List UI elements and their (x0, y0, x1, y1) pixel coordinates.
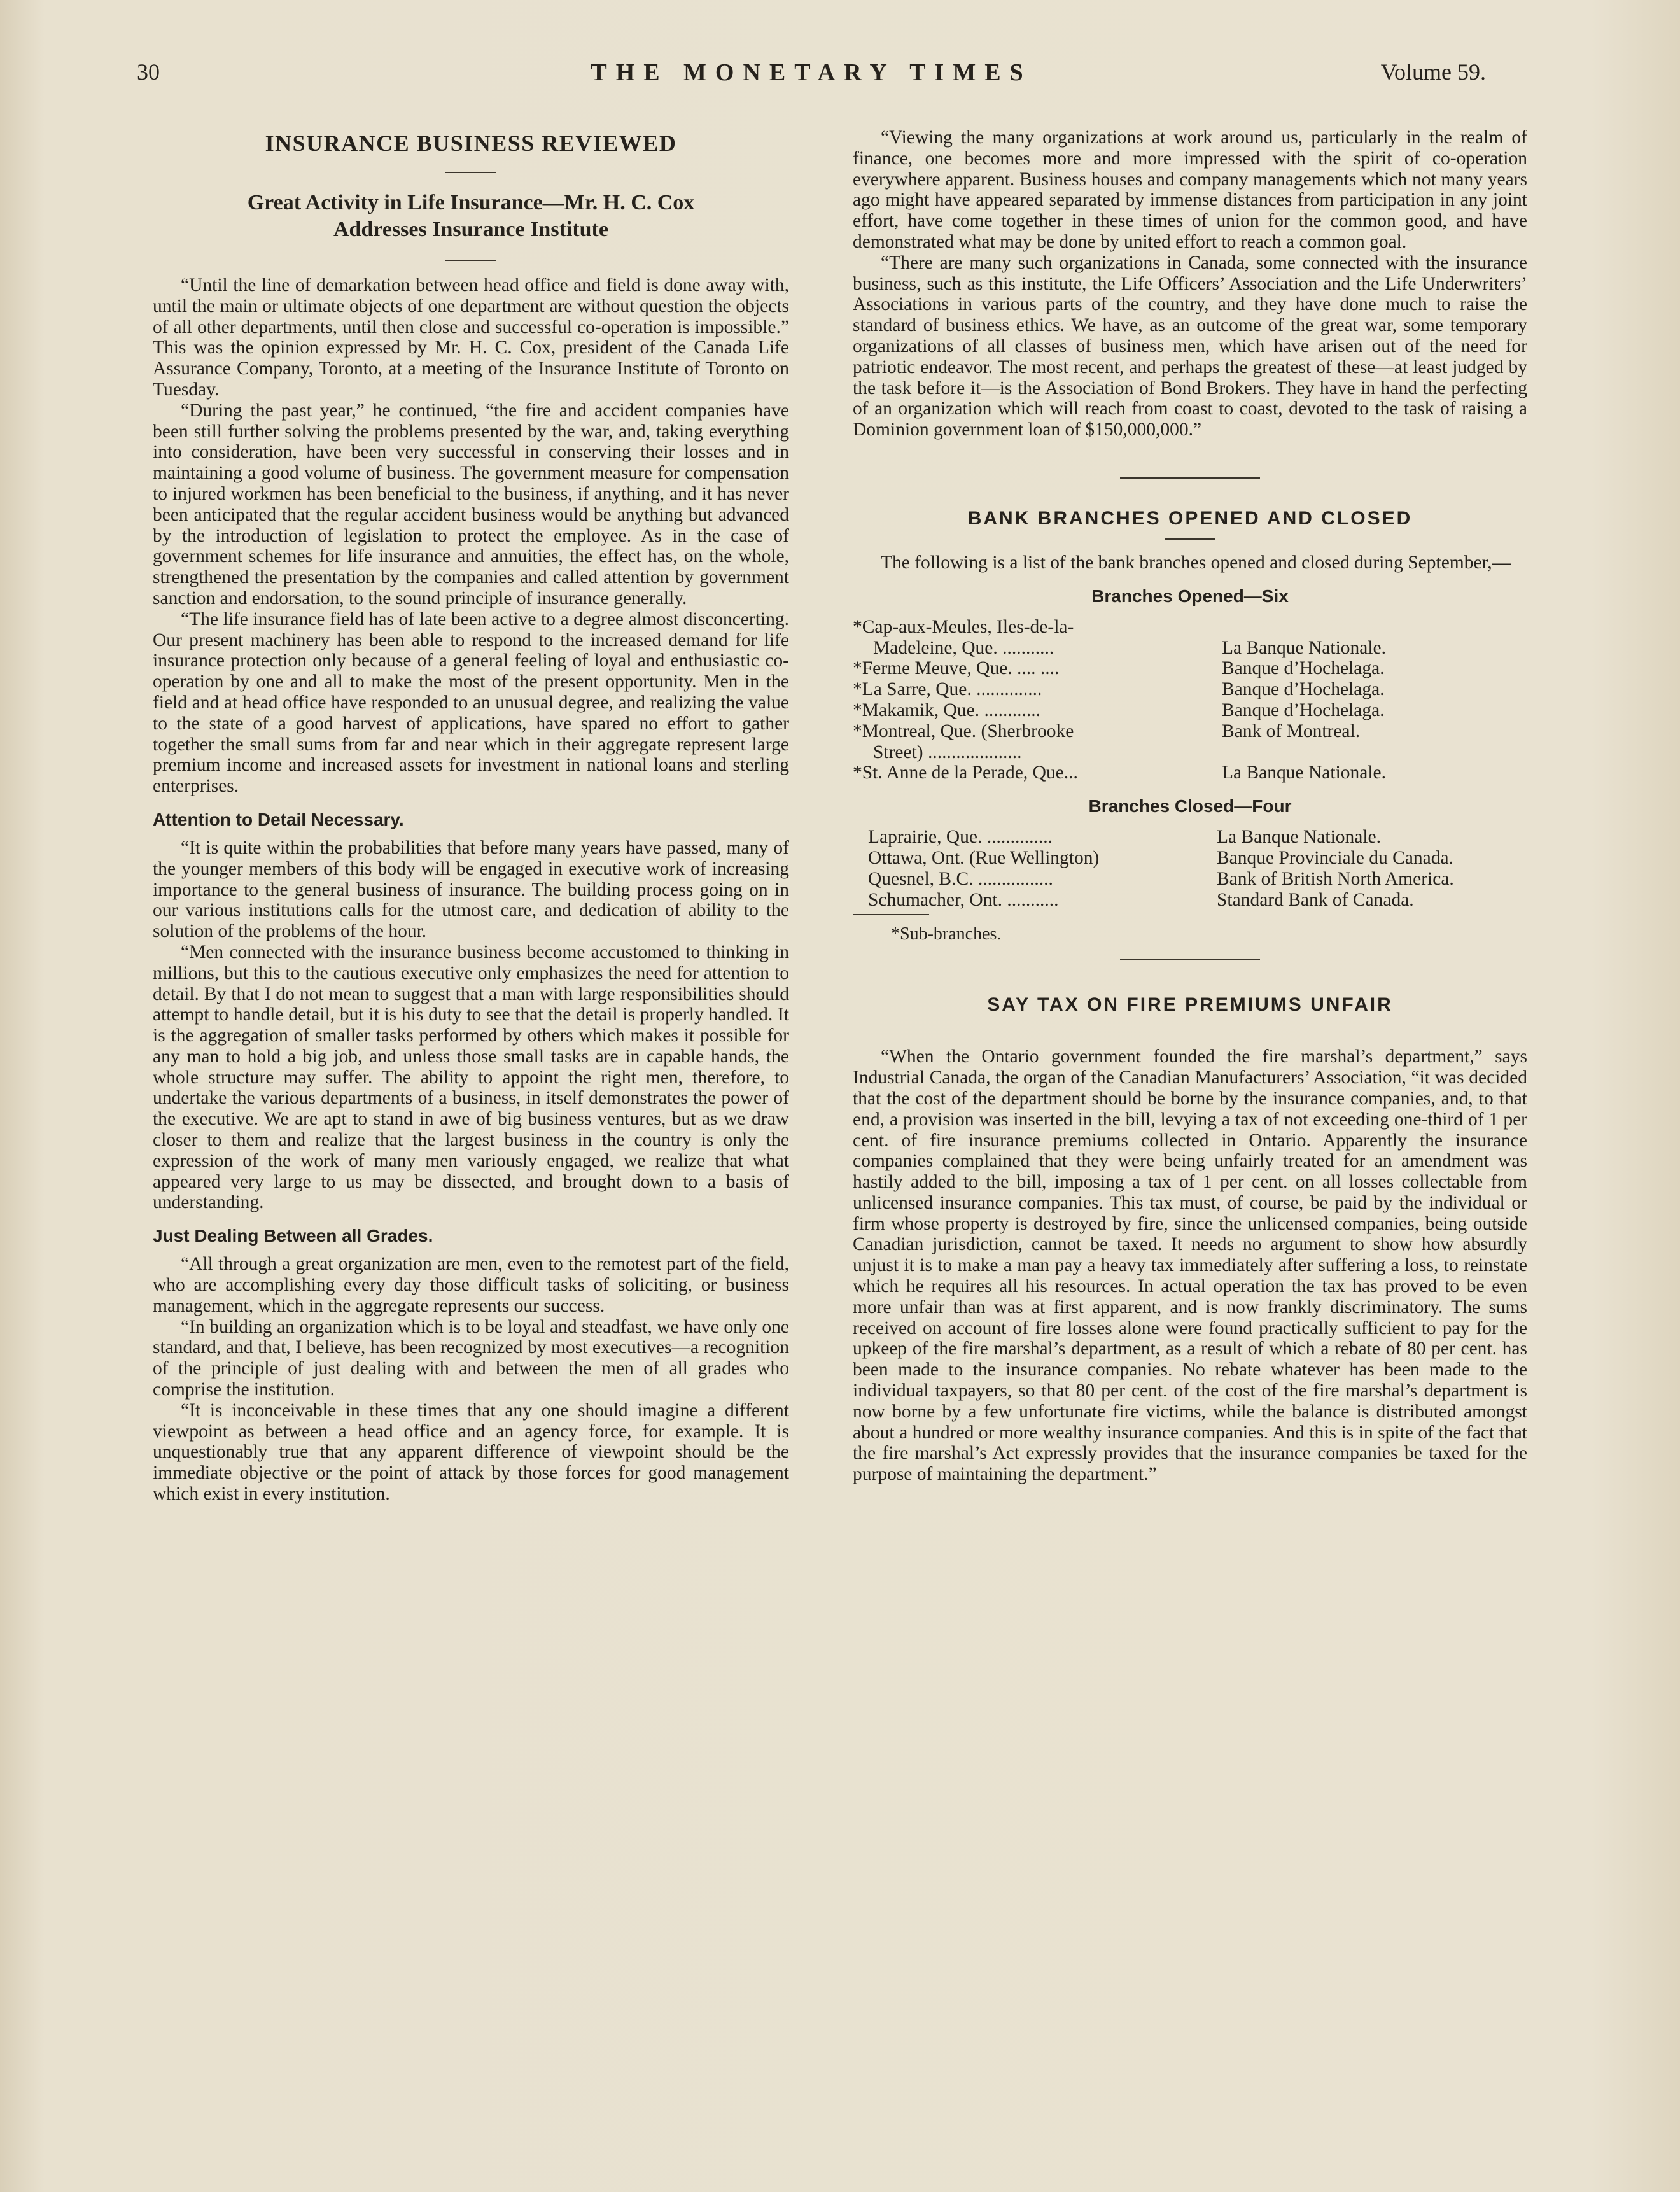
article-title-insurance: INSURANCE BUSINESS REVIEWED (265, 130, 677, 156)
opened-heading: Branches Opened—Six (1091, 586, 1289, 606)
title-divider (445, 172, 496, 173)
opened-branches-table (853, 617, 1527, 783)
table-row (853, 700, 1527, 721)
branch-place: Laprairie, Que. .............. (868, 827, 1053, 848)
branch-bank: La Banque Nationale. (1222, 637, 1387, 658)
branch-place: *Ferme Meuve, Que. .... .... (853, 658, 1060, 679)
branch-bank: Banque d’Hochelaga. (1222, 658, 1385, 679)
right-column (853, 127, 1527, 1485)
branch-place: *Montreal, Que. (Sherbrooke (853, 720, 1074, 741)
table-row (853, 721, 1527, 742)
branch-place: Street) .................... (873, 741, 1022, 762)
closed-branches-table (853, 827, 1527, 910)
page-header (137, 59, 1486, 97)
bank-intro: The following is a list of the bank branches opened and closed during September,— (881, 552, 1511, 573)
branch-bank: Banque Provinciale du Canada. (1217, 847, 1453, 868)
subtitle-divider (445, 260, 496, 261)
table-row (853, 617, 1527, 638)
footnote: *Sub-branches. (891, 924, 1002, 945)
table-row (853, 742, 1527, 763)
paragraph: “Until the line of demarkation between head office and field is done away with, until the main or ultimate objects of one department are without question the objects of all other departments, until then close and successful co-operation is impossible.” This was the opinion expressed by Mr. H. C. Cox, president of the Canada Life Assurance Company, Toronto, at a meeting of the Insurance Institute of Toronto on Tuesday. (153, 275, 789, 400)
page-number: 30 (137, 59, 160, 85)
subtitle-line-2: Addresses Insurance Institute (333, 218, 608, 241)
paragraph: “During the past year,” he continued, “the fire and accident companies have been still further solving the problems presented by the war, and, taking everything into consideration, have been very successful in conserving their losses and in maintaining a good volume of business. The government measure for compensation to injured workmen has been beneficial to the business, if anything, and it has never been anticipated that the regular accident business would be anything but advanced by the introduction of legislation to protect the employee. As in the case of government schemes for life insurance and annuities, the effect has, on the whole, strengthened the presentation by the companies and called attention by government sanction and endorsation, to the sound principle of insurance generally. (153, 400, 789, 608)
subtitle-line-1: Great Activity in Life Insurance—Mr. H. C. Cox (247, 191, 695, 214)
branch-place: Schumacher, Ont. ........... (868, 889, 1059, 910)
branch-bank: Standard Bank of Canada. (1217, 889, 1414, 910)
table-row (853, 848, 1527, 869)
section-heading-dealing: Just Dealing Between all Grades. (153, 1226, 433, 1246)
branch-place: *St. Anne de la Perade, Que... (853, 762, 1078, 783)
branch-place: *La Sarre, Que. .............. (853, 679, 1042, 700)
branch-place: Ottawa, Ont. (Rue Wellington) (868, 847, 1100, 868)
article-divider (1120, 477, 1260, 479)
branch-bank (1217, 617, 1527, 638)
branch-bank: Banque d’Hochelaga. (1222, 699, 1385, 720)
paragraph: “It is inconceivable in these times that any one should imagine a different viewpoint as between a head office and an agency force, for example. It is unquestionably true that any apparent difference of viewpoint should be the immediate objective or the point of attack by those forces for good management which exist in every institution. (153, 1400, 789, 1505)
paragraph: “The life insurance field has of late been active to a degree almost disconcerting. Our present machinery has been able to respond to the increased demand for life insurance protection only because of a general feeling of loyal and enthusiastic co-operation by one and all to make the most of the present opportunity. Men in the field and at head office have responded to an unusual degree, and realizing the value to the state of a good harvest of applications, have spared no effort to gather together the small sums from far and near which in their aggregate represent large premium income and increased assets for investment in national loans and sterling enterprises. (153, 608, 789, 797)
paragraph: “There are many such organizations in Canada, some connected with the insurance business, such as this institute, the Life Officers’ Association and the Life Underwriters’ Associations in various parts of the country, and they have done much to raise the standard of business ethics. We have, as an outcome of the great war, some temporary organizations of all classes of business men, which have arisen out of the need for patriotic endeavor. The most recent, and perhaps the greatest of these—at least judged by the task before it—is the Association of Bond Brokers. They have in hand the perfecting of an organization which will reach from coast to coast, devoted to the task of raising a Dominion government loan of $150,000,000.” (853, 252, 1527, 440)
table-row (853, 827, 1527, 848)
article-title-fire-premiums: SAY TAX ON FIRE PREMIUMS UNFAIR (987, 994, 1393, 1016)
closed-heading: Branches Closed—Four (1088, 796, 1292, 817)
journal-title: THE MONETARY TIMES (591, 59, 1032, 86)
branch-place: *Makamik, Que. ............ (853, 699, 1040, 720)
article-subtitle (153, 190, 789, 243)
article-divider (1120, 959, 1260, 960)
paragraph: “In building an organization which is to be loyal and steadfast, we have only one standard, and that, I believe, has been recognized by most executives—a recognition of the principle of just dealing with and between the men of all grades who comprise the institution. (153, 1316, 789, 1400)
section-heading-detail: Attention to Detail Necessary. (153, 809, 404, 829)
branch-bank: Bank of British North America. (1217, 868, 1454, 889)
table-row (853, 638, 1527, 659)
table-row (853, 869, 1527, 890)
paragraph: “Viewing the many organizations at work around us, particularly in the realm of finance, one becomes more and more impressed with the spirit of co-operation everywhere apparent. Business houses and company managements which not many years ago might have appeared separated by immense distances from participation in any joint effort, have come together in these times of union for the common good, and have demonstrated what may be done by united effort to reach a common goal. (853, 127, 1527, 252)
branch-bank: Bank of Montreal. (1222, 720, 1361, 741)
table-row (853, 679, 1527, 700)
paragraph: “Men connected with the insurance business become accustomed to thinking in millions, but this to the cautious executive only emphasizes the need for attention to detail. By that I do not mean to suggest that a man with large responsibilities should attempt to handle detail, but it is his duty to see that the detail is properly handled. It is the aggregation of smaller tasks performed by others which makes it possible for any man to hold a big job, and unless those small tasks are in capable hands, the whole structure may suffer. The ability to appoint the right men, therefore, to undertake the various departments of a business, in itself demonstrates the power of the executive. We are apt to stand in awe of big business ventures, but as we draw closer to them and realize that the largest business in the country is only the expression of the work of many men variously engaged, we realize that what appeared very large to us may be dissected, and brought down to a basis of understanding. (153, 941, 789, 1213)
branch-bank (1217, 742, 1527, 763)
table-row (853, 890, 1527, 911)
branch-place: Madeleine, Que. ........... (873, 637, 1054, 658)
paragraph: “It is quite within the probabilities that before many years have passed, many of the younger members of this body will be engaged in executive work of increasing importance to the general business of insurance. The building process going on in our various institutions calls for the utmost care, and dedication of ability to the solution of the problems of the hour. (153, 837, 789, 942)
footnote-rule (853, 914, 929, 915)
table-row (853, 658, 1527, 679)
table-row (853, 762, 1527, 783)
branch-bank: Banque d’Hochelaga. (1222, 679, 1385, 700)
article-title-bank-branches: BANK BRANCHES OPENED AND CLOSED (967, 507, 1413, 529)
branch-place: *Cap-aux-Meules, Iles-de-la- (853, 616, 1074, 637)
volume-label: Volume 59. (1380, 59, 1486, 85)
title-divider (1165, 538, 1215, 540)
branch-bank: La Banque Nationale. (1217, 827, 1382, 848)
branch-place: Quesnel, B.C. ................ (868, 868, 1053, 889)
branch-bank: La Banque Nationale. (1222, 762, 1387, 783)
left-column (153, 127, 789, 1505)
paragraph: “When the Ontario government founded the fire marshal’s department,” says Industrial Canada, the organ of the Canadian Manufacturers’ Association, “it was decided that the cost of the department should be borne by the insurance companies, and, to that end, a provision was inserted in the bill, levying a tax of not exceeding one-third of 1 per cent. of fire insurance premiums collected in Ontario. Apparently the insurance companies complained that they were being unfairly treated for an amendment was hastily added to the bill, imposing a tax of 1 per cent. on all losses collectable from unlicensed insurance companies. This tax must, of course, be paid by the individual or firm whose property is destroyed by fire, since the unlicensed companies, being outside Canadian jurisdiction, cannot be taxed. It needs no argument to show how absurdly unjust it is to make a man pay a heavy tax immediately after suffering a loss, to reinstate which he requires all his resources. In actual operation the tax has proved to be even more unfair than was at first apparent, and is now frankly discriminatory. The sums received on account of fire losses alone were found practically sufficient to pay for the upkeep of the fire marshal’s department, as a result of which a rebate of 80 per cent. has been made to the insurance companies. No rebate whatever has been made to the individual taxpayers, so that 80 per cent. of the cost of the fire marshal’s department is now borne by a few unfortunate fire victims, while the balance is distributed amongst about a hundred or more wealthy insurance companies. And this is in spite of the fact that the fire marshal’s Act expressly provides that the insurance companies be taxed for the purpose of maintaining the department.” (853, 1046, 1527, 1485)
paragraph: “All through a great organization are men, even to the remotest part of the field, who are accomplishing every day those difficult tasks of soliciting, or business management, which in the aggregate represents our success. (153, 1254, 789, 1316)
